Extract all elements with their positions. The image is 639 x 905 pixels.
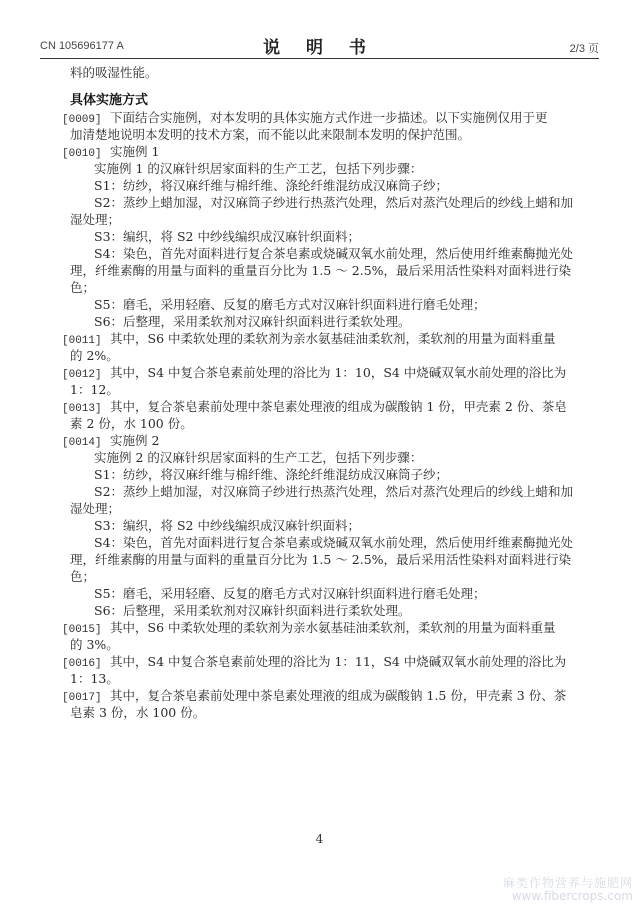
text-line xyxy=(62,143,600,160)
paragraph-text: 其中，复合茶皂素前处理中茶皂素处理液的组成为碳酸钠 1 份，甲壳素 2 份、茶皂 xyxy=(110,399,567,414)
paragraph-text: 其中，S6 中柔软处理的柔软剂为亲水氨基硅油柔软剂，柔软剂的用量为面料重量 xyxy=(110,331,556,346)
paragraph-number: [0010] xyxy=(62,148,102,160)
paragraph-number: [0017] xyxy=(62,692,102,704)
text-line: S2：蒸纱上蜡加湿，对汉麻筒子纱进行热蒸汽处理，然后对蒸汽处理后的纱线上蜡和加 xyxy=(94,484,574,499)
text-line: 皂素 3 份，水 100 份。 xyxy=(70,705,206,720)
watermark-url: www.fibercrops.com xyxy=(511,889,633,903)
text-line xyxy=(62,619,600,636)
text-line: S6：后整理，采用柔软剂对汉麻针织面料进行柔软处理。 xyxy=(94,603,411,618)
text-line: S3：编织，将 S2 中纱线编织成汉麻针织面料； xyxy=(94,518,360,533)
text-line xyxy=(62,109,600,126)
paragraph-text: 其中，S4 中复合茶皂素前处理的浴比为 1：11，S4 中烧碱双氧水前处理的浴比为 xyxy=(110,654,567,669)
text-line xyxy=(62,432,600,449)
text-line: 1：12。 xyxy=(70,382,119,397)
paragraph-text: 下面结合实施例，对本发明的具体实施方式作进一步描述。以下实施例仅用于更 xyxy=(110,110,548,125)
text-line: S4：染色，首先对面料进行复合茶皂素或烧碱双氧水前处理，然后使用纤维素酶抛光处 xyxy=(94,535,574,550)
text-line: 实施例 2 的汉麻针织居家面料的生产工艺，包括下列步骤： xyxy=(94,450,423,465)
page-header xyxy=(40,30,599,56)
paragraph-text: 其中，S6 中柔软处理的柔软剂为亲水氨基硅油柔软剂，柔软剂的用量为面料重量 xyxy=(110,620,556,635)
page-indicator: 2/3 页 xyxy=(569,43,599,55)
paragraph-number: [0013] xyxy=(62,403,102,415)
text-line: 色； xyxy=(70,569,96,584)
text-line: S4：染色，首先对面料进行复合茶皂素或烧碱双氧水前处理，然后使用纤维素酶抛光处 xyxy=(94,246,574,261)
text-line xyxy=(62,364,600,381)
text-line: S6：后整理，采用柔软剂对汉麻针织面料进行柔软处理。 xyxy=(94,314,411,329)
watermark xyxy=(503,877,633,903)
text-line: S5：磨毛，采用轻磨、反复的磨毛方式对汉麻针织面料进行磨毛处理； xyxy=(94,297,486,312)
text-line: 湿处理； xyxy=(70,212,121,227)
text-line: 料的吸湿性能。 xyxy=(70,65,158,80)
paragraph-text: 其中，复合茶皂素前处理中茶皂素处理液的组成为碳酸钠 1.5 份，甲壳素 3 份、茶 xyxy=(110,688,567,703)
text-line: 色； xyxy=(70,280,96,295)
text-line: 的 3%。 xyxy=(70,637,119,652)
paragraph-number: [0009] xyxy=(62,114,102,126)
header-divider xyxy=(40,58,599,59)
text-line: S5：磨毛，采用轻磨、反复的磨毛方式对汉麻针织面料进行磨毛处理； xyxy=(94,586,486,601)
text-line: 加清楚地说明本发明的技术方案，而不能以此来限制本发明的保护范围。 xyxy=(70,127,471,142)
paragraph-number: [0011] xyxy=(62,335,102,347)
text-line: S1：纺纱，将汉麻纤维与棉纤维、涤纶纤维混纺成汉麻筒子纱； xyxy=(94,467,449,482)
text-line xyxy=(62,398,600,415)
text-line: 的 2%。 xyxy=(70,348,119,363)
publication-number: CN 105696177 A xyxy=(40,40,124,52)
paragraph-number: [0016] xyxy=(62,658,102,670)
text-line: S3：编织，将 S2 中纱线编织成汉麻针织面料； xyxy=(94,229,360,244)
text-line: 湿处理； xyxy=(70,501,121,516)
watermark-site-name: 麻类作物营养与施肥网 xyxy=(502,876,633,890)
page-number: 4 xyxy=(315,832,324,846)
section-heading: 具体实施方式 xyxy=(70,93,149,108)
paragraph-number: [0015] xyxy=(62,624,102,636)
text-line xyxy=(62,687,600,704)
paragraph-text: 实施例 2 xyxy=(110,433,160,448)
text-line: 理，纤维素酶的用量与面料的重量百分比为 1.5 ～ 2.5%，最后采用活性染料对面料进行染 xyxy=(70,552,572,567)
text-line: 素 2 份，水 100 份。 xyxy=(70,416,193,431)
paragraph-number: [0014] xyxy=(62,437,102,449)
paragraph-gap xyxy=(70,81,600,92)
document-body xyxy=(62,64,600,721)
text-line: 理，纤维素酶的用量与面料的重量百分比为 1.5 ～ 2.5%，最后采用活性染料对面料进行染 xyxy=(70,263,572,278)
paragraph-number: [0012] xyxy=(62,369,102,381)
paragraph-text: 其中，S4 中复合茶皂素前处理的浴比为 1：10，S4 中烧碱双氧水前处理的浴比为 xyxy=(110,365,567,380)
text-line xyxy=(62,330,600,347)
document-title: 说 明 书 xyxy=(263,38,376,58)
text-line: 实施例 1 的汉麻针织居家面料的生产工艺，包括下列步骤： xyxy=(94,161,423,176)
paragraph-text: 实施例 1 xyxy=(110,144,160,159)
text-line: S2：蒸纱上蜡加湿，对汉麻筒子纱进行热蒸汽处理，然后对蒸汽处理后的纱线上蜡和加 xyxy=(94,195,574,210)
text-line xyxy=(62,653,600,670)
text-line: S1：纺纱，将汉麻纤维与棉纤维、涤纶纤维混纺成汉麻筒子纱； xyxy=(94,178,449,193)
text-line: 1：13。 xyxy=(70,671,119,686)
